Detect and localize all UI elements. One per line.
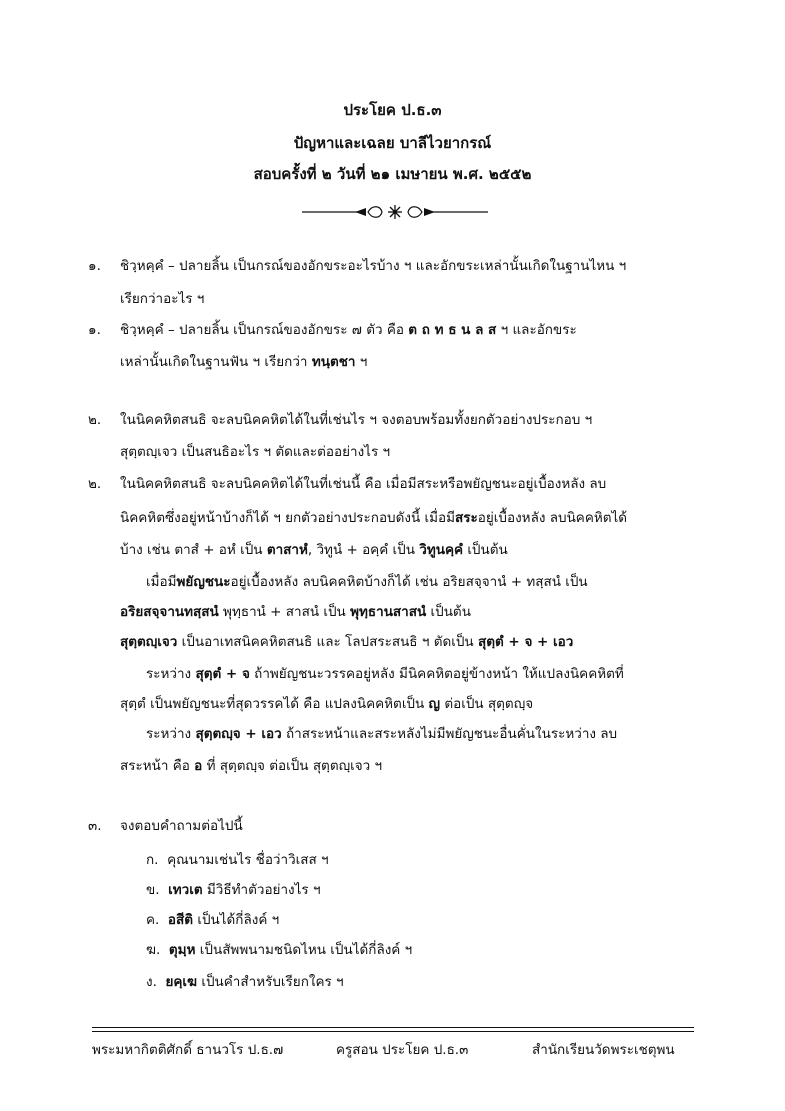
q1-answer-letters: ต ถ ท ธ น ล ส	[408, 322, 497, 338]
q3-intro: จงตอบคำถามต่อไปนี้	[120, 818, 243, 834]
q1-answer-line-1: ชิวฺหคฺคํ – ปลายลิ้น เป็นกรณ์ของอักขระ ๗ ตัว คือ ต ถ ท ธ น ล ส ฯ และอักขระ	[120, 322, 577, 338]
footer-author: พระมหากิตติศักดิ์ ธานวโร ป.ธ.๗	[92, 1042, 284, 1058]
footer-role: ครูสอน ประโยค ป.ธ.๓	[336, 1042, 469, 1058]
ornament-divider	[300, 200, 490, 224]
footer-school: สำนักเรียนวัดพระเชตุพน	[532, 1042, 675, 1058]
q2-answer-line-9: ระหว่าง สุตฺตญฺจ + เอว ถ้าสระหน้าและสระหลังไม่มีพยัญชนะอื่นคั่นในระหว่าง ลบ	[146, 726, 618, 742]
q1-number: ๑.	[88, 258, 101, 274]
q2-answer-line-8: สุตฺตํ เป็นพยัญชนะที่สุดวรรคได้ คือ แปลงนิคคหิตเป็น ญ ต่อเป็น สุตฺตญฺจ	[120, 696, 534, 712]
q3-item: ง. ยคฺเฆ เป็นคำสำหรับเรียกใคร ฯ	[146, 974, 344, 990]
q2-answer-line-3: บ้าง เช่น ตาสํ + อหํ เป็น ตาสาหํ, วิทูนํ + อคฺคํ เป็น วิทูนคฺคํ เป็นต้น	[120, 542, 508, 558]
q2-number: ๒.	[88, 412, 102, 428]
q1-answer-line-2: เหล่านั้นเกิดในฐานฟัน ฯ เรียกว่า ทนฺตชา ฯ	[120, 354, 368, 370]
q2-answer-line-1: ในนิคคหิตสนธิ จะลบนิคคหิตได้ในที่เช่นนี้ คือ เมื่อมีสระหรือพยัญชนะอยู่เบื้องหลัง ลบ	[120, 476, 607, 492]
q2-answer-line-2: นิคคหิตซึ่งอยู่หน้าบ้างก็ได้ ฯ ยกตัวอย่างประกอบดังนี้ เมื่อมีสระอยู่เบื้องหลัง ลบนิคคหิตได้	[120, 510, 628, 526]
footer-rule-top	[92, 1027, 694, 1028]
exam-date-title: สอบครั้งที่ ๒ วันที่ ๒๑ เมษายน พ.ศ. ๒๕๕๒	[253, 165, 532, 183]
subject-title: ปัญหาและเฉลย บาลีไวยากรณ์	[293, 134, 492, 152]
q2-answer-number: ๒.	[88, 476, 102, 492]
q1-answer-term: ทนฺตชา	[311, 354, 356, 370]
q2-answer-line-10: สระหน้า คือ อ ที่ สุตฺตญฺจ ต่อเป็น สุตฺตญฺเจว ฯ	[120, 758, 383, 774]
q3-number: ๓.	[88, 818, 102, 834]
q3-item: ก. คุณนามเช่นไร ชื่อว่าวิเสส ฯ	[146, 852, 329, 868]
footer-rule-bottom	[92, 1031, 694, 1032]
q3-item: ฆ. ตุมฺห เป็นสัพพนามชนิดไหน เป็นได้กี่ลิงค์ ฯ	[146, 942, 413, 958]
q2-answer-line-7: ระหว่าง สุตฺตํ + จ ถ้าพยัญชนะวรรคอยู่หลัง มีนิคคหิตอยู่ข้างหน้า ให้แปลงนิคคหิตที่	[146, 666, 624, 682]
q1-answer-number: ๑.	[88, 322, 101, 338]
q2-answer-line-5: อริยสจฺจานทสฺสนํ พุทฺธานํ + สาสนํ เป็น พุทฺธานสาสนํ เป็นต้น	[120, 604, 471, 620]
q3-item: ข. เทวเต มีวิธีทำตัวอย่างไร ฯ	[146, 882, 321, 898]
q1-question-line-1: ชิวฺหคฺคํ – ปลายลิ้น เป็นกรณ์ของอักขระอะไรบ้าง ฯ และอักขระเหล่านั้นเกิดในฐานไหน ฯ	[120, 258, 627, 274]
q1-question-line-2: เรียกว่าอะไร ฯ	[120, 291, 205, 307]
class-level-title: ประโยค ป.ธ.๓	[343, 101, 442, 119]
q3-item: ค. อสีติ เป็นได้กี่ลิงค์ ฯ	[146, 912, 280, 928]
q2-question-line-1: ในนิคคหิตสนธิ จะลบนิคคหิตได้ในที่เช่นไร ฯ จงตอบพร้อมทั้งยกตัวอย่างประกอบ ฯ	[120, 412, 593, 428]
q2-answer-line-6: สุตฺตญฺเจว เป็นอาเทสนิคคหิตสนธิ และ โลปสระสนธิ ฯ ตัดเป็น สุตฺตํ + จ + เอว	[120, 634, 574, 650]
q2-answer-line-4: เมื่อมีพยัญชนะอยู่เบื้องหลัง ลบนิคคหิตบ้างก็ได้ เช่น อริยสจฺจานํ + ทสฺสนํ เป็น	[146, 574, 588, 590]
q2-question-line-2: สุตฺตญฺเจว เป็นสนธิอะไร ฯ ตัดและต่ออย่างไร ฯ	[120, 444, 391, 460]
